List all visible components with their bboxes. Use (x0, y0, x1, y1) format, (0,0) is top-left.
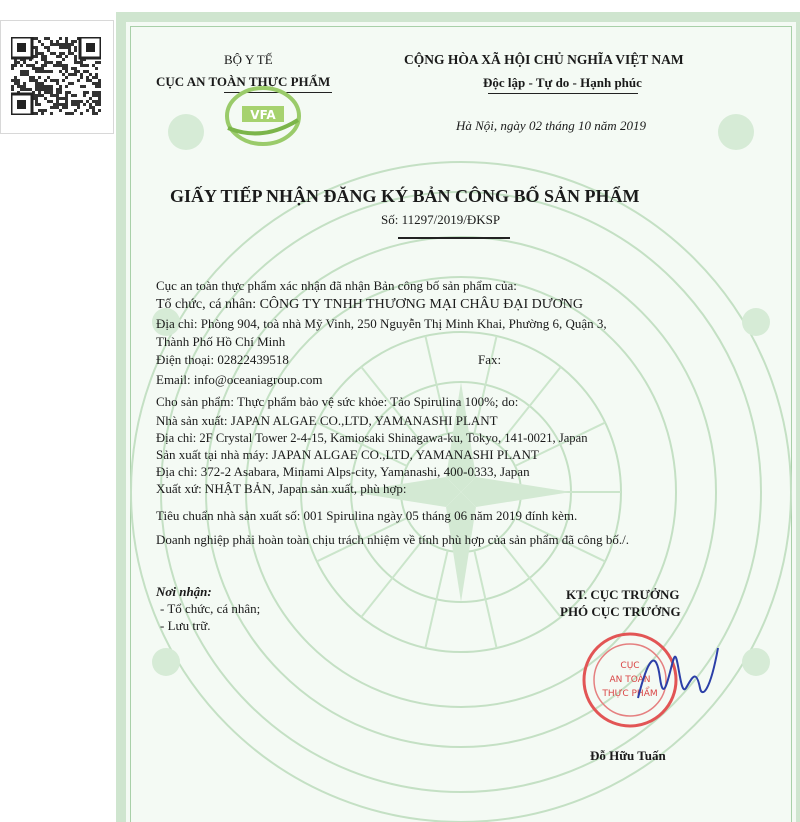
svg-text:THỰC PHẨM: THỰC PHẨM (602, 689, 658, 699)
responsibility-line: Doanh nghiệp phải hoàn toàn chịu trách nhiệm về tính phù hợp của sản phẩm đã công bố./. (156, 532, 629, 547)
address-line-2: Thành Phố Hồ Chí Minh (156, 334, 286, 349)
intro-line: Cục an toàn thực phẩm xác nhận đã nhận Bản công bố sản phẩm của: (156, 278, 517, 293)
ministry-name: BỘ Y TẾ (224, 52, 273, 67)
product-line: Cho sản phẩm: Thực phẩm bảo vệ sức khỏe: Tảo Spirulina 100%; do: (156, 394, 519, 409)
address-line-1: Địa chỉ: Phòng 904, toà nhà Mỹ Vinh, 250 Nguyễn Thị Minh Khai, Phường 6, Quận 3, (156, 316, 607, 331)
svg-text:AN TOÀN: AN TOÀN (609, 675, 651, 685)
plant-line: Sản xuất tại nhà máy: JAPAN ALGAE CO.,LTD, YAMANASHI PLANT (156, 447, 539, 462)
email-line: Email: info@oceaniagroup.com (156, 372, 323, 387)
fax-line: Fax: (478, 352, 502, 367)
country-name: CỘNG HÒA XÃ HỘI CHỦ NGHĨA VIỆT NAM (404, 52, 684, 67)
manufacturer-address-line: Địa chỉ: 2F Crystal Tower 2-4-15, Kamiosaki Shinagawa-ku, Tokyo, 141-0021, Japan (156, 431, 588, 445)
document-title: GIẤY TIẾP NHẬN ĐĂNG KÝ BẢN CÔNG BỐ SẢN PHẨM (170, 186, 640, 206)
document-number: Số: 11297/2019/ĐKSP (381, 212, 501, 227)
phone-line: Điện thoại: 02822439518 (156, 352, 289, 367)
svg-text:CỤC: CỤC (620, 661, 640, 671)
organization-line: Tổ chức, cá nhân: CÔNG TY TNHH THƯƠNG MẠI CHÂU ĐẠI DƯƠNG (156, 297, 583, 312)
recipients-heading: Nơi nhận: (156, 584, 212, 599)
recipient-item: - Lưu trữ. (160, 618, 211, 633)
national-motto: Độc lập - Tự do - Hạnh phúc (483, 75, 642, 90)
motto-underline (488, 93, 638, 94)
origin-line: Xuất xứ: NHẬT BẢN, Japan sản xuất, phù hợp: (156, 481, 407, 496)
official-stamp-icon (578, 628, 738, 738)
issue-date: Hà Nội, ngày 02 tháng 10 năm 2019 (456, 118, 646, 133)
signer-title-2: PHÓ CỤC TRƯỞNG (560, 604, 681, 619)
vfa-logo-text: VFA (250, 108, 276, 122)
department-name: CỤC AN TOÀN THỰC PHẨM (156, 74, 331, 89)
manufacturer-line: Nhà sản xuất: JAPAN ALGAE CO.,LTD, YAMANASHI PLANT (156, 413, 498, 428)
recipient-item: - Tổ chức, cá nhân; (160, 601, 261, 616)
qr-code-icon (11, 37, 101, 115)
signer-name: Đỗ Hữu Tuấn (590, 748, 666, 763)
signer-title-1: KT. CỤC TRƯỞNG (566, 587, 680, 602)
standard-line: Tiêu chuẩn nhà sản xuất số: 001 Spirulina ngày 05 tháng 06 năm 2019 đính kèm. (156, 508, 578, 523)
plant-address-line: Địa chỉ: 372-2 Asabara, Minami Alps-city, Yamanashi, 400-0333, Japan (156, 464, 530, 479)
qr-code-panel (0, 20, 114, 134)
certificate-document (116, 12, 800, 822)
title-underline (398, 237, 510, 239)
vfa-logo-icon (220, 80, 306, 150)
